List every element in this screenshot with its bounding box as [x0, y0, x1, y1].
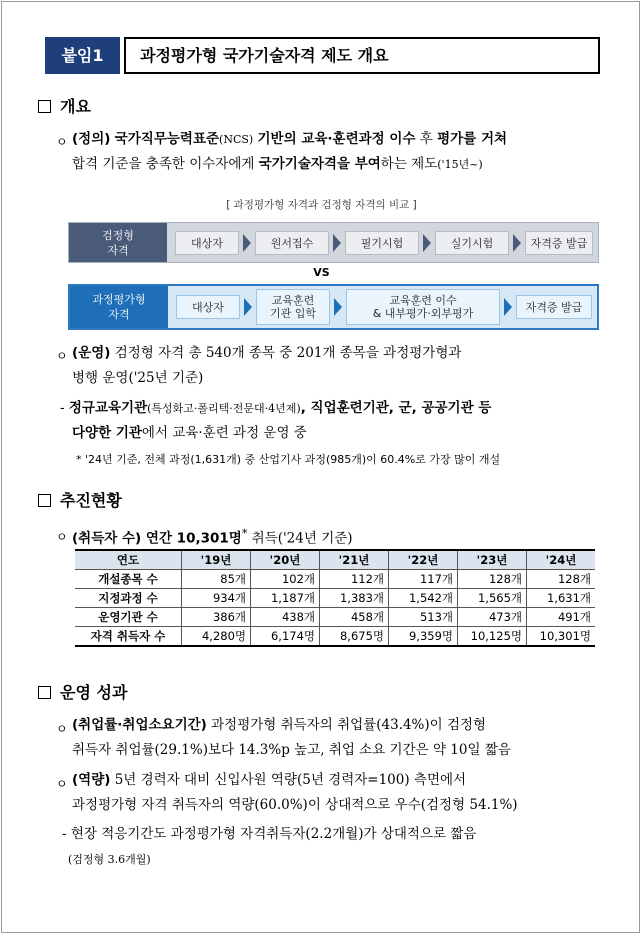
course-track-row — [68, 284, 599, 330]
table-cell: 지정과정 수 — [75, 589, 182, 608]
arrow-right-icon — [333, 234, 341, 252]
table-cell: 1,383개 — [320, 589, 389, 608]
step-box: 원서접수 — [255, 231, 329, 255]
table-cell: 1,542개 — [389, 589, 458, 608]
section-title: 개요 — [60, 97, 91, 116]
section-results-heading — [38, 680, 127, 703]
step-box: 자격증 발급 — [516, 295, 592, 319]
table-cell: 102개 — [251, 570, 320, 589]
arrow-right-icon — [504, 298, 512, 316]
table-cell: 112개 — [320, 570, 389, 589]
table-cell: 386개 — [182, 608, 251, 627]
table-cell: 1,565개 — [458, 589, 527, 608]
table-header-cell: '21년 — [320, 550, 389, 570]
table-row — [75, 627, 595, 647]
table-header-cell: 연도 — [75, 550, 182, 570]
stats-table — [75, 549, 595, 647]
arrow-right-icon — [243, 234, 251, 252]
table-header-cell: '22년 — [389, 550, 458, 570]
table-header-cell: '20년 — [251, 550, 320, 570]
table-cell: 6,174명 — [251, 627, 320, 647]
step-box: 대상자 — [175, 231, 239, 255]
definition-paragraph: (정의) 국가직무능력표준(NCS) 기반의 교육·훈련과정 이수 후 평가를 거쳐 합격 기준을 충족한 이수자에게 국가기술자격을 부여하는 제도('15년~) — [72, 131, 508, 172]
checkbox-square-icon — [38, 686, 51, 699]
step-box: 교육훈련 이수 & 내부평가·외부평가 — [346, 289, 500, 325]
table-cell: 1,631개 — [527, 589, 596, 608]
step-box: 자격증 발급 — [525, 231, 593, 255]
table-cell: 128개 — [458, 570, 527, 589]
table-cell: 개설종목 수 — [75, 570, 182, 589]
circle-bullet-icon: ㅇ — [56, 135, 68, 149]
table-cell: 1,187개 — [251, 589, 320, 608]
table-cell: 10,301명 — [527, 627, 596, 647]
vs-label: VS — [313, 266, 330, 279]
institution-paragraph: - 정규교육기관(특성화고·폴리텍·전문대·4년제), 직업훈련기관, 군, 공공기관 등 다양한 기관에서 교육·훈련 과정 운영 중 — [60, 400, 492, 441]
table-cell: 117개 — [389, 570, 458, 589]
circle-bullet-icon: ㅇ — [56, 722, 68, 736]
circle-bullet-icon: ㅇ — [56, 349, 68, 363]
step-box: 필기시험 — [345, 231, 419, 255]
arrow-right-icon — [513, 234, 521, 252]
arrow-right-icon — [423, 234, 431, 252]
exam-track-row — [68, 222, 599, 263]
circle-bullet-icon: ㅇ — [56, 777, 68, 791]
acquirers-paragraph: (취득자 수) 연간 10,301명* 취득('24년 기준) — [72, 527, 353, 547]
table-cell: 85개 — [182, 570, 251, 589]
checkbox-square-icon — [38, 494, 51, 507]
table-cell: 10,125명 — [458, 627, 527, 647]
table-header-cell: '24년 — [527, 550, 596, 570]
step-box: 대상자 — [176, 295, 240, 319]
table-row — [75, 589, 595, 608]
footnote: * '24년 기준, 전체 과정(1,631개) 중 산업기사 과정(985개)이 60.4%로 가장 많이 개설 — [76, 453, 501, 466]
table-cell: 491개 — [527, 608, 596, 627]
exam-track-label: 검정형 자격 — [69, 223, 167, 262]
page-title: 과정평가형 국가기술자격 제도 개요 — [124, 37, 600, 74]
table-cell: 9,359명 — [389, 627, 458, 647]
table-cell: 513개 — [389, 608, 458, 627]
operation-paragraph: (운영) 검정형 자격 총 540개 종목 중 201개 종목을 과정평가형과 병행 운영('25년 기준) — [72, 345, 462, 386]
arrow-right-icon — [334, 298, 342, 316]
table-cell: 438개 — [251, 608, 320, 627]
table-cell: 458개 — [320, 608, 389, 627]
step-box: 실기시험 — [435, 231, 509, 255]
table-row — [75, 608, 595, 627]
table-cell: 8,675명 — [320, 627, 389, 647]
adaptation-paragraph: - 현장 적응기간도 과정평가형 자격취득자(2.2개월)가 상대적으로 짧음 (검정형 3.6개월) — [62, 826, 477, 866]
diagram-caption: [ 과정평가형 자격과 검정형 자격의 비교 ] — [226, 199, 417, 211]
arrow-right-icon — [244, 298, 252, 316]
section-overview-heading — [38, 94, 91, 117]
competency-paragraph: (역량) 5년 경력자 대비 신입사원 역량(5년 경력자=100) 측면에서 과정평가형 자격 취득자의 역량(60.0%)이 상대적으로 우수(검정형 54.1%) — [72, 772, 518, 813]
course-track-label: 과정평가형 자격 — [70, 286, 168, 328]
checkbox-square-icon — [38, 100, 51, 113]
employment-paragraph: (취업률·취업소요기간) 과정평가형 취득자의 취업률(43.4%)이 검정형 취득자 취업률(29.1%)보다 14.3%p 높고, 취업 소요 기간은 약 10일 짧음 — [72, 717, 511, 758]
step-box: 교육훈련 기관 입학 — [256, 289, 330, 325]
attachment-badge: 붙임1 — [45, 37, 120, 74]
table-cell: 운영기관 수 — [75, 608, 182, 627]
section-title: 운영 성과 — [60, 683, 128, 702]
table-header-cell: '23년 — [458, 550, 527, 570]
section-title: 추진현황 — [60, 491, 122, 510]
table-cell: 128개 — [527, 570, 596, 589]
circle-bullet-icon: ㅇ — [56, 530, 68, 544]
table-header-row — [75, 550, 595, 570]
table-cell: 4,280명 — [182, 627, 251, 647]
table-header-cell: '19년 — [182, 550, 251, 570]
table-cell: 473개 — [458, 608, 527, 627]
table-cell: 934개 — [182, 589, 251, 608]
table-cell: 자격 취득자 수 — [75, 627, 182, 647]
table-row — [75, 570, 595, 589]
section-status-heading — [38, 488, 122, 511]
